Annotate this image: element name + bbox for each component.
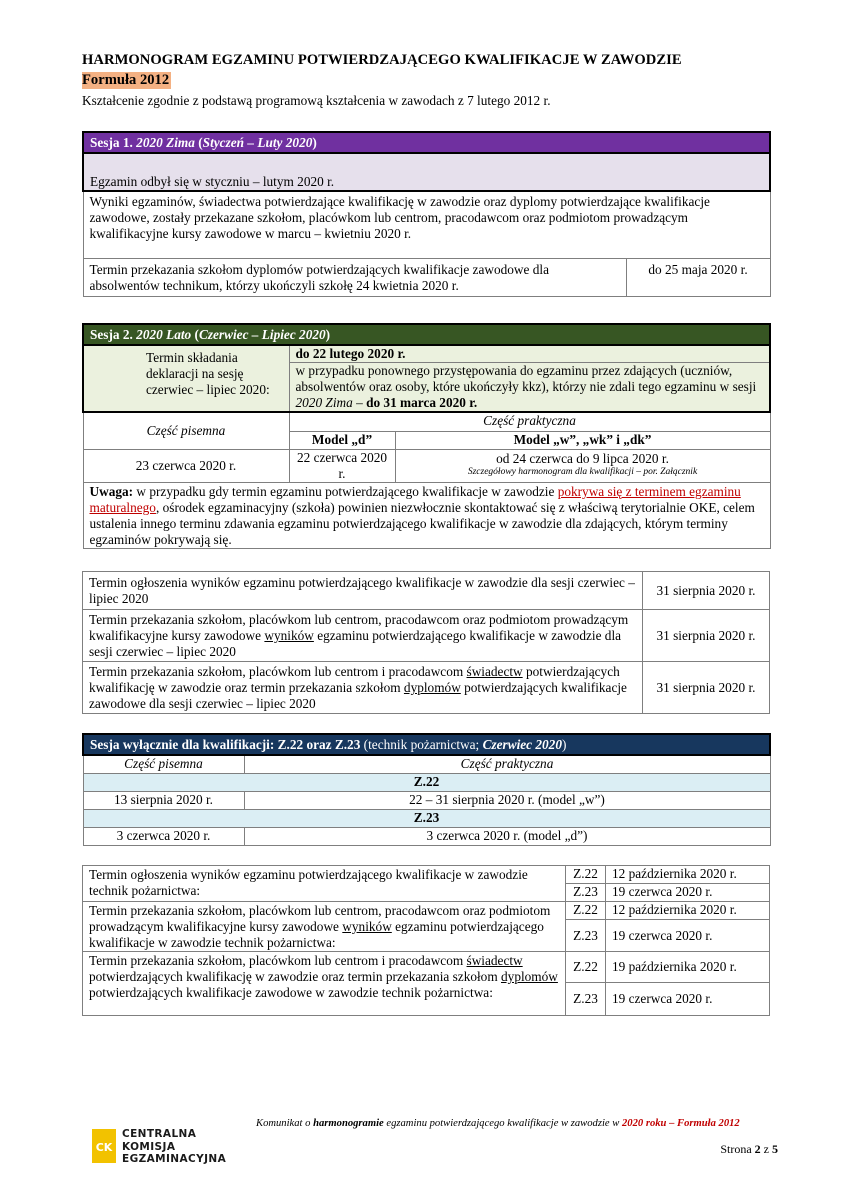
session2-table: [82, 323, 771, 549]
session2-written-label: Część pisemna: [83, 412, 289, 450]
session2-model-wk-cell: [395, 450, 770, 483]
session1-diploma-date: do 25 maja 2020 r.: [626, 259, 770, 297]
session2-retake-text: w przypadku ponownego przystępowania do egzaminu przez zdających (uczniów, absolwentów oraz osoby, które ukończyły kkz), którzy nie zdali tego egzaminu w sesji 2020 Zima – do 31 marca 2020 r.: [289, 363, 770, 413]
s3r-z23-date: 19 czerwca 2020 r.: [606, 920, 770, 952]
s3r-z22: Z.22: [566, 866, 606, 884]
s2r-text: Termin przekazania szkołom, placówkom lub centrom i pracodawcom świadectw potwierdzających kwalifikację w zawodzie oraz termin przekazania szkołom dyplomów potwierdzających kwalifikacje zawodowe dla sesji czerwiec – lipiec 2020: [83, 662, 643, 714]
session2-model-wk-note: Szczegółowy harmonogram dla kwalifikacji – por. Załącznik: [467, 467, 698, 477]
session3-table: [82, 733, 771, 846]
session2-model-d-date: 22 czerwca 2020 r.: [289, 450, 395, 483]
session2-note: Uwaga: w przypadku gdy termin egzaminu potwierdzającego kwalifikacje w zawodzie pokrywa się z terminem egzaminu maturalnego, ośrodek egzaminacyjny (szkoła) powinien niezwłocznie skontaktować się z właściwą terytorialnie OKE, celem ustalenia innego terminu zdawania egzaminu potwierdzającego kwalifikacje w zawodzie dla zdających, którym terminy egzaminów pokrywają się.: [83, 483, 770, 549]
s3r-z22-date: 12 października 2020 r.: [606, 866, 770, 884]
session3-header: Sesja wyłącznie dla kwalifikacji: Z.22 oraz Z.23 (technik pożarnictwa; Czerwiec 2020): [83, 734, 770, 755]
session2-model-wk-date: od 24 czerwca do 9 lipca 2020 r.: [496, 451, 669, 466]
s2r-date: 31 sierpnia 2020 r.: [643, 610, 770, 662]
session2-deadline-label: Termin składania deklaracji na sesję czerwiec – lipiec 2020:: [83, 345, 289, 412]
session1-table: [82, 131, 771, 297]
session1-results-info: Wyniki egzaminów, świadectwa potwierdzające kwalifikację w zawodzie oraz dyplomy potwierdzające kwalifikacje zawodowe, zostały przekazane szkołom, placówkom lub centrom, pracodawcom oraz podmiotom prowadzącym kwalifikacyjne kursy zawodowe w marcu – kwietniu 2020 r.: [83, 191, 770, 259]
page-number: Strona 2 z 5: [720, 1142, 778, 1156]
s3r-z23-date: 19 czerwca 2020 r.: [606, 983, 770, 1016]
session2-model-d-label: Model „d”: [289, 431, 395, 450]
session3-z23-label: Z.23: [83, 810, 770, 828]
table-row: [83, 952, 770, 983]
table-row: [83, 572, 770, 610]
session2-results-table: [82, 571, 770, 714]
session2-deadline-date: do 22 lutego 2020 r.: [289, 345, 770, 363]
s3r-z23: Z.23: [566, 920, 606, 952]
session2-model-wk-label: Model „w”, „wk” i „dk”: [395, 431, 770, 450]
session3-practical-label: Część praktyczna: [244, 755, 770, 774]
table-row: [83, 902, 770, 920]
formula-label: Formuła 2012: [82, 72, 170, 88]
s2r-text: Termin ogłoszenia wyników egzaminu potwierdzającego kwalifikacje w zawodzie dla sesji czerwiec – lipiec 2020: [83, 572, 643, 610]
s3r-z23: Z.23: [566, 884, 606, 902]
cke-logo: [92, 1127, 242, 1167]
cke-logo-text: CENTRALNA KOMISJA EGZAMINACYJNA: [122, 1128, 227, 1165]
s2r-date: 31 sierpnia 2020 r.: [643, 662, 770, 714]
svg-text:CK: CK: [95, 1141, 113, 1154]
s2r-date: 31 sierpnia 2020 r.: [643, 572, 770, 610]
s3r-z23-date: 19 czerwca 2020 r.: [606, 884, 770, 902]
document-subtitle: Kształcenie zgodnie z podstawą programową kształcenia w zawodach z 7 lutego 2012 r.: [82, 93, 551, 108]
cke-logo-mark-icon: [92, 1129, 116, 1163]
session3-z23-practical: 3 czerwca 2020 r. (model „d”): [244, 828, 770, 846]
table-row: [83, 866, 770, 884]
s3r-text: Termin przekazania szkołom, placówkom lub centrom, pracodawcom oraz podmiotom prowadzącym kwalifikacyjne kursy zawodowe wyników egzaminu potwierdzającego kwalifikacje w zawodzie technik pożarnictwa:: [83, 902, 566, 952]
session3-results-table: [82, 865, 770, 1016]
footer-caption: Komunikat o harmonogramie egzaminu potwierdzającego kwalifikacje w zawodzie w 2020 roku – Formuła 2012: [256, 1118, 740, 1129]
s3r-z22-date: 12 października 2020 r.: [606, 902, 770, 920]
session2-practical-label: Część praktyczna: [289, 412, 770, 431]
session3-z22-written: 13 sierpnia 2020 r.: [83, 792, 244, 810]
document-title: HARMONOGRAM EGZAMINU POTWIERDZAJĄCEGO KWALIFIKACJE W ZAWODZIE: [82, 52, 682, 68]
session3-z22-label: Z.22: [83, 774, 770, 792]
session1-header: Sesja 1. 2020 Zima (Styczeń – Luty 2020): [83, 132, 770, 153]
overlap-matura-link: pokrywa się z terminem egzaminu maturalnego: [89, 484, 741, 515]
s3r-text: Termin ogłoszenia wyników egzaminu potwierdzającego kwalifikacje w zawodzie technik pożarnictwa:: [83, 866, 566, 902]
s3r-z22-date: 19 października 2020 r.: [606, 952, 770, 983]
s3r-z22: Z.22: [566, 902, 606, 920]
session2-header: Sesja 2. 2020 Lato (Czerwiec – Lipiec 2020): [83, 324, 770, 345]
session3-z22-practical: 22 – 31 sierpnia 2020 r. (model „w”): [244, 792, 770, 810]
table-row: [83, 662, 770, 714]
s2r-text: Termin przekazania szkołom, placówkom lub centrom, pracodawcom oraz podmiotom prowadzącym kwalifikacyjne kursy zawodowe wyników egzaminu potwierdzającego kwalifikacje w zawodzie dla sesji czerwiec – lipiec 2020: [83, 610, 643, 662]
s3r-z23: Z.23: [566, 983, 606, 1016]
session3-z23-written: 3 czerwca 2020 r.: [83, 828, 244, 846]
session1-held: Egzamin odbył się w styczniu – lutym 2020 r.: [83, 153, 770, 191]
s3r-z22: Z.22: [566, 952, 606, 983]
table-row: [83, 610, 770, 662]
s3r-text: Termin przekazania szkołom, placówkom lub centrom i pracodawcom świadectw potwierdzających kwalifikację w zawodzie oraz termin przekazania szkołom dyplomów potwierdzających kwalifikacje zawodowe w zawodzie technik pożarnictwa:: [83, 952, 566, 1016]
session3-written-label: Część pisemna: [83, 755, 244, 774]
session1-diploma-text: Termin przekazania szkołom dyplomów potwierdzających kwalifikacje zawodowe dla absolwentów technikum, którzy ukończyli szkołę 24 kwietnia 2020 r.: [83, 259, 626, 297]
session2-written-date: 23 czerwca 2020 r.: [83, 450, 289, 483]
